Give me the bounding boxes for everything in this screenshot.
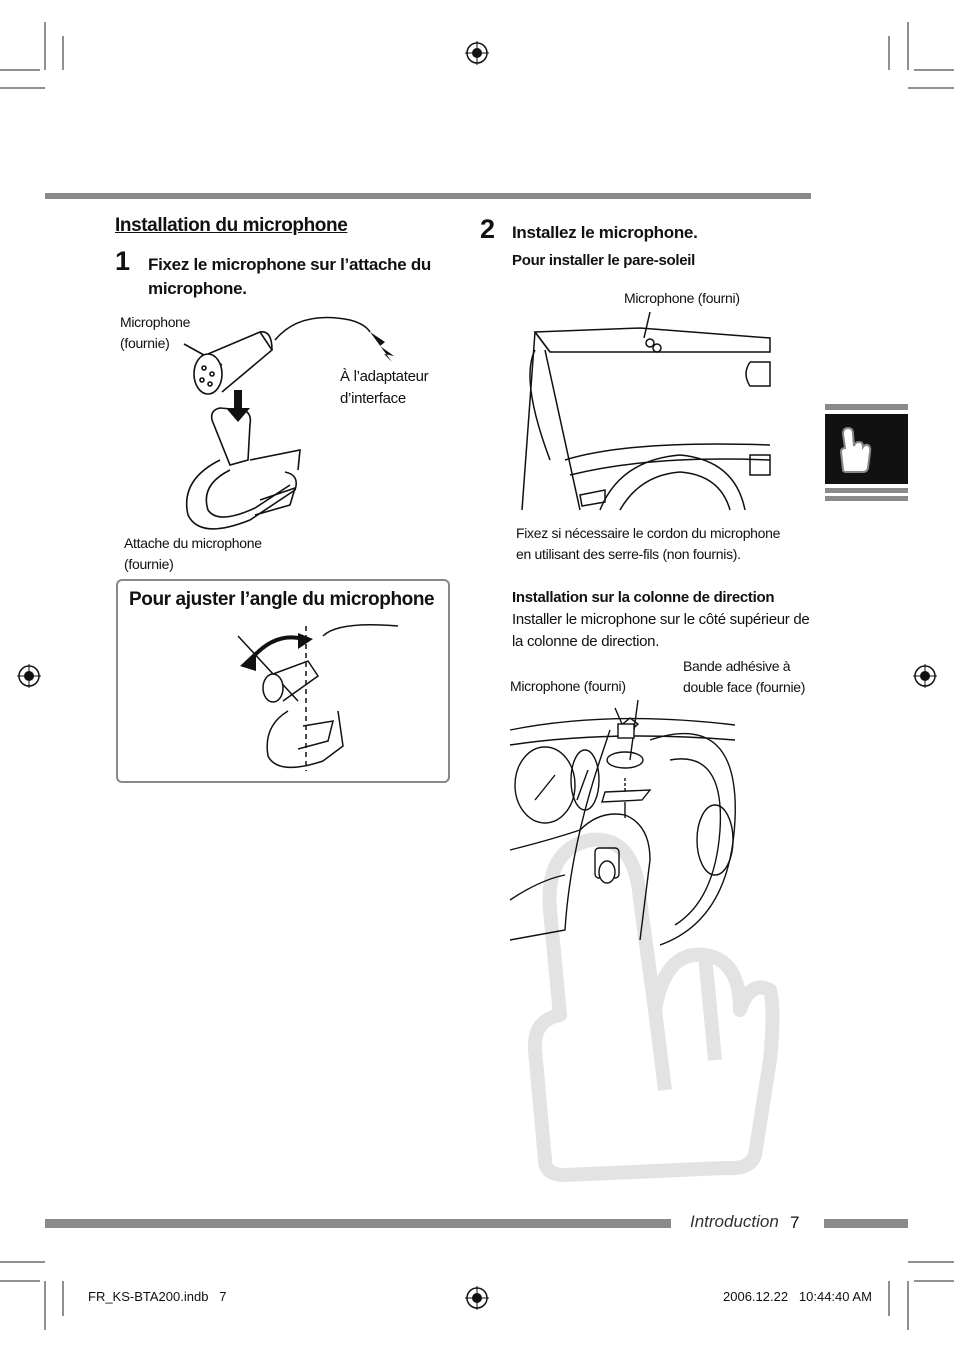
registration-mark-icon xyxy=(465,41,489,65)
sun-visor-heading: Pour installer le pare-soleil xyxy=(512,252,696,269)
footer-file: FR_KS-BTA200.indb 7 xyxy=(88,1289,227,1304)
angle-box-title: Pour ajuster l’angle du microphone xyxy=(129,589,435,610)
page-number: 7 xyxy=(790,1213,800,1232)
adapter-label: À l’adaptateur d’interface xyxy=(340,368,429,407)
bottom-rule-right xyxy=(824,1219,908,1228)
step-1-text: Fixez le microphone sur l’attache du microphone. xyxy=(148,255,431,298)
mic-clip-illustration xyxy=(160,310,420,550)
step-1-number: 1 xyxy=(115,246,131,276)
sun-visor-illustration xyxy=(510,310,770,510)
steering-tape-label: Bande adhésive à double face (fournie) xyxy=(683,658,806,695)
step-2-text: Installez le microphone. xyxy=(512,223,698,242)
registration-mark-icon xyxy=(17,664,41,688)
side-tab xyxy=(825,404,908,502)
clip-label: Attache du microphone (fournie) xyxy=(124,535,262,572)
section-title: Installation du microphone xyxy=(115,215,348,236)
bottom-rule-left xyxy=(45,1219,671,1228)
angle-illustration xyxy=(228,611,458,781)
steering-heading: Installation sur la colonne de direction xyxy=(512,589,775,606)
step-2-number: 2 xyxy=(480,214,496,244)
steering-column-illustration xyxy=(510,700,740,950)
top-rule xyxy=(45,193,811,199)
hand-pointing-icon xyxy=(837,426,877,476)
footer-timestamp: 2006.12.22 10:44:40 AM xyxy=(723,1289,872,1304)
angle-adjust-box xyxy=(116,579,450,783)
visor-mic-label: Microphone (fourni) xyxy=(624,290,740,306)
mic-label: Microphone (fournie) xyxy=(120,314,191,351)
footer-section-name: Introduction xyxy=(690,1212,779,1231)
steering-mic-label: Microphone (fourni) xyxy=(510,678,626,694)
visor-caption: Fixez si nécessaire le cordon du microphone en utilisant des serre-fils (non fournis). xyxy=(516,525,781,562)
steering-text: Installer le microphone sur le côté supérieur de la colonne de direction. xyxy=(512,611,810,650)
registration-mark-icon xyxy=(465,1286,489,1310)
registration-mark-icon xyxy=(913,664,937,688)
